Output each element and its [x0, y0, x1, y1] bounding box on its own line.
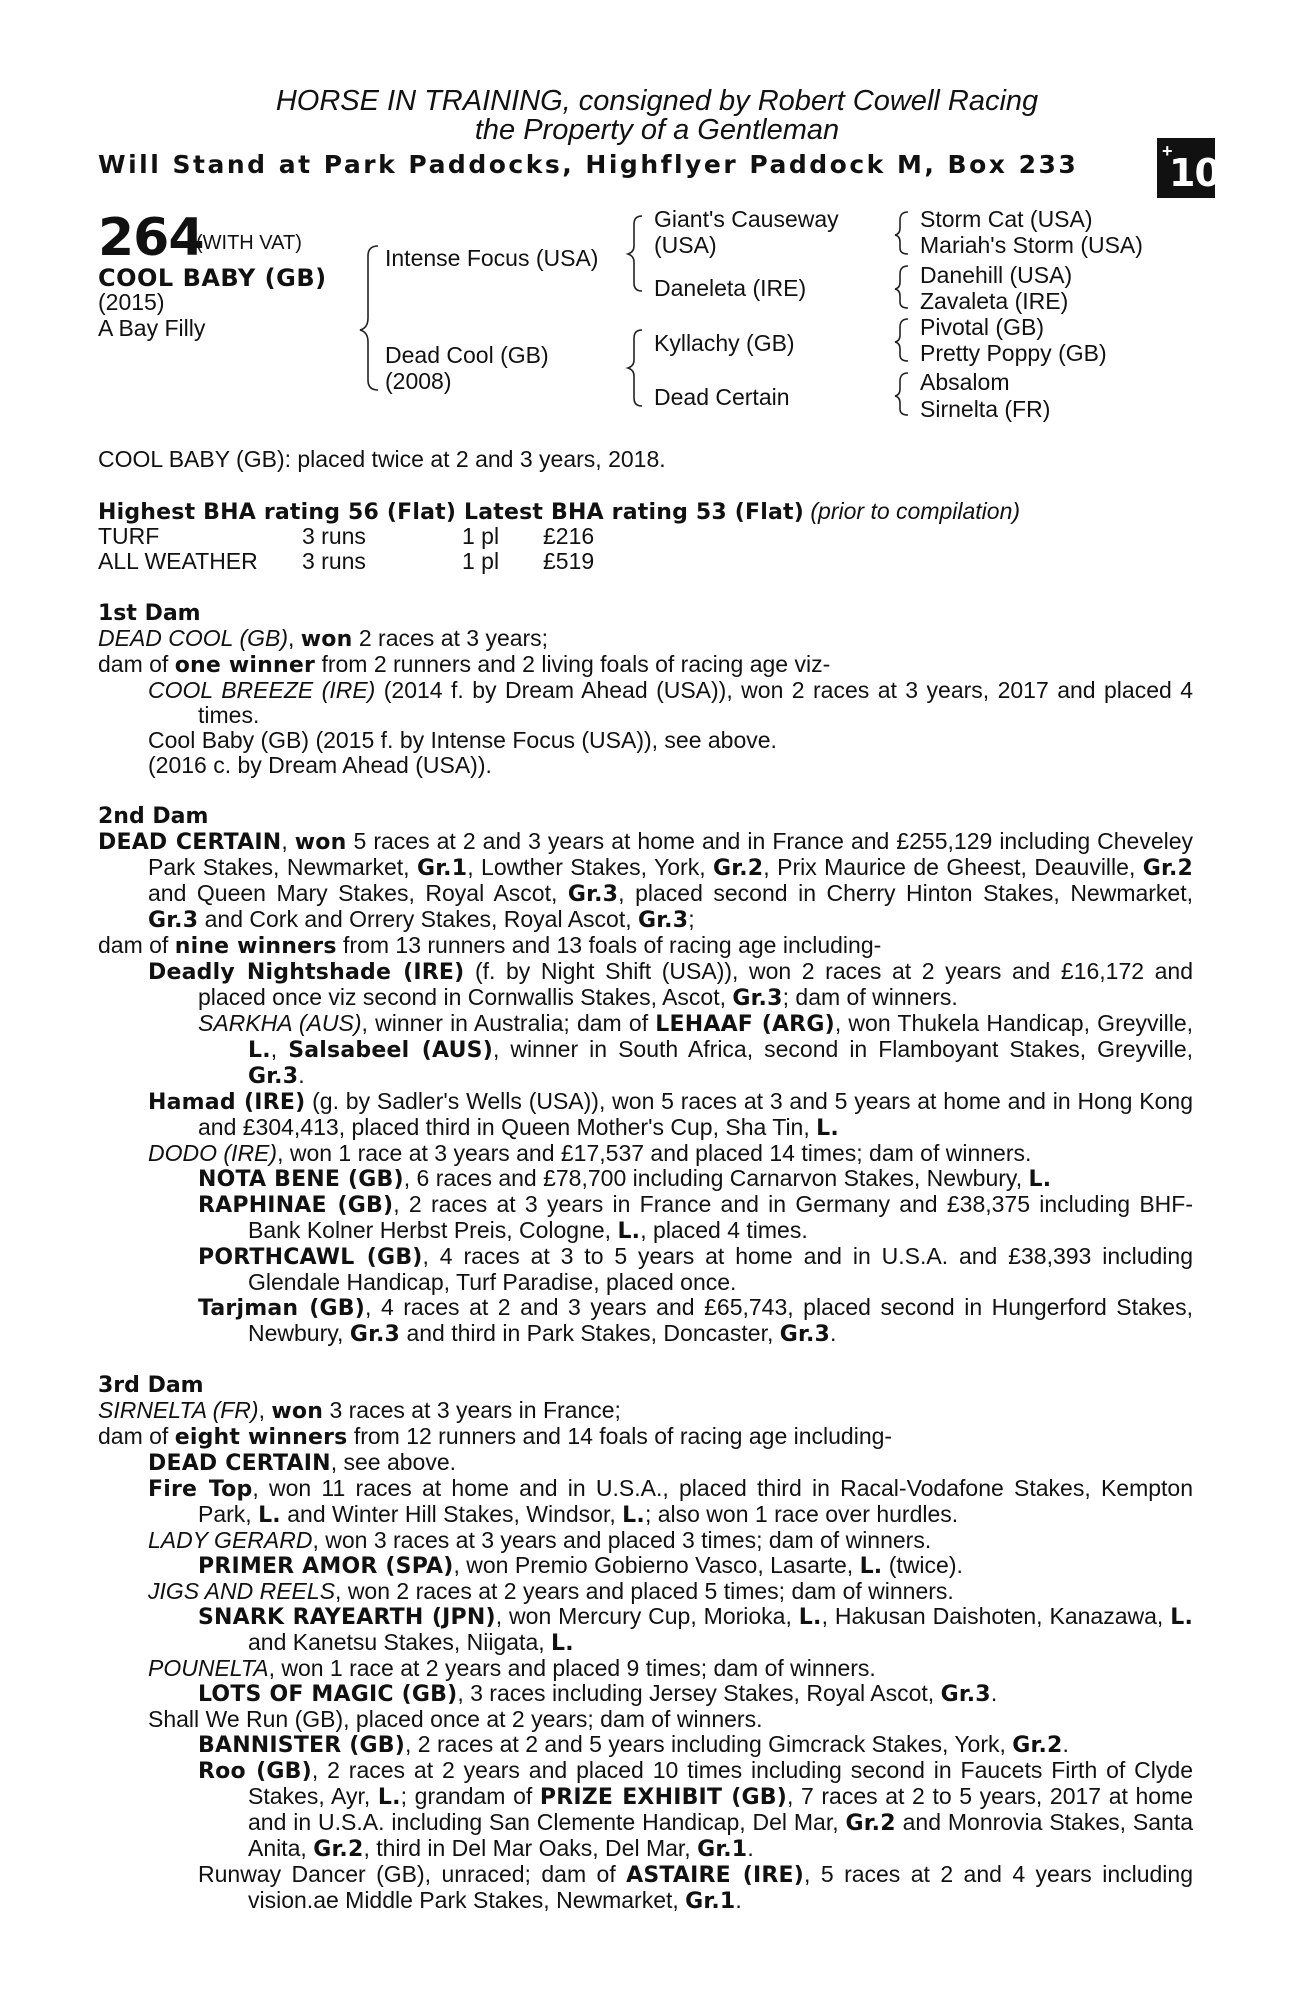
record-text: , Prix Maurice de Gheest, Deauville, — [763, 854, 1136, 880]
race-summary: COOL BABY (GB): placed twice at 2 and 3 years, 2018. — [98, 446, 666, 472]
ped-sds: Danehill (USA) — [920, 262, 1073, 288]
dam-of-label: dam of — [98, 1423, 169, 1449]
record-text: (twice). — [888, 1552, 963, 1578]
first-dam-heading: 1st Dam — [98, 601, 201, 626]
record-text: and Queen Mary Stakes, Royal Ascot, — [148, 880, 558, 906]
record-text: . — [735, 1887, 742, 1913]
winners-count: eight winners — [174, 1425, 348, 1450]
sire-sire: Giant's Causeway — [654, 206, 839, 232]
record-text: , won 1 race at 3 years and £17,537 and placed 14 times; dam of winners. — [277, 1140, 1032, 1166]
grade: Gr.1 — [416, 856, 468, 881]
grade: L. — [258, 1503, 281, 1528]
winners-count: nine winners — [174, 934, 337, 959]
sire-dam: Daneleta (IRE) — [654, 275, 807, 301]
offspring-name: DODO (IRE) — [148, 1140, 278, 1166]
record-text: . — [298, 1062, 305, 1088]
bha-ratings: Highest BHA rating 56 (Flat) Latest BHA rating 53 (Flat) — [98, 500, 804, 525]
won-label: won — [294, 830, 347, 855]
record-text: , 7 races at 2 to 5 years, 2017 at home and in U.S.A. including San Clemente Handicap, Del Mar, — [248, 1783, 1194, 1835]
grade: L. — [816, 1116, 839, 1141]
record-text: , 5 races at 2 and 4 years including vision.ae Middle Park Stakes, Newmarket, — [248, 1861, 1194, 1913]
aw-earnings: £519 — [543, 548, 595, 574]
dam-of-label: dam of — [98, 932, 169, 958]
offspring-name: Fire Top — [148, 1477, 253, 1502]
offspring-name: Hamad (IRE) — [148, 1090, 306, 1115]
third-dam-heading: 3rd Dam — [98, 1373, 204, 1398]
record-text: . — [747, 1835, 754, 1861]
turf-placed: 1 pl — [462, 523, 500, 549]
offspring-name: LOTS OF MAGIC (GB) — [198, 1682, 458, 1707]
offspring-name: Tarjman (GB) — [198, 1296, 365, 1321]
grade: L. — [1170, 1605, 1194, 1630]
record-text: 3 races at 3 years in France; — [329, 1397, 621, 1423]
second-dam-heading: 2nd Dam — [98, 804, 209, 829]
record-text: (g. by Sadler's Wells (USA)), won 5 races at 3 and 5 years at home and in Hong Kong and £304,413, placed third in Queen Mother's Cup, Sha Tin, — [198, 1088, 1193, 1140]
lot-number: 264 — [98, 208, 204, 268]
grade: Gr.1 — [697, 1837, 748, 1862]
first-dam-section: 1st Dam DEAD COOL (GB), won 2 races at 3 years; dam of one winner from 2 runners and 2 living foals of racing age viz- COOL BREEZE (IRE) (2014 f. by Dream Ahead (USA)), won 2 races at 3 years, 2017 and placed 4 times. Cool Baby (GB) (2015 f. by Intense Focus (USA)), see above. (2016 c. by Dream Ahead (USA)). 2nd Dam DEAD CERTAIN, won 5 races at 2 and 3 years at home and in France and £255,129 including Cheveley Park Stakes, Newmarket, Gr.1, Lowther Stakes, York, Gr.2, Prix Maurice de Gheest, Deauville, Gr.2 and Queen Mary Stakes, Royal Ascot, Gr.3, placed second in Cherry Hinton Stakes, Newmarket, Gr.3 and Cork and Orrery Stakes, Royal Ascot, Gr.3; dam of nine winners from 13 runners and 13 foals of racing age including- Deadly Nightshade (IRE) (f. by Night Shift (USA)), won 2 races at 2 years and £16,172 and placed once viz second in Cornwallis Stakes, Ascot, Gr.3; dam of winners. SARKHA (AUS), winner in Australia; dam of LEHAAF (ARG), won Thukela Handicap, Greyville, L., Salsabeel (AUS), winner in South Africa, second in Flamboyant Stakes, Greyville, Gr.3. Hamad (IRE) (g. by Sadler's Wells (USA)), won 5 races at 3 and 5 years at home and in Hong Kong and £304,413, placed third in Queen Mother's Cup, Sha Tin, L. DODO (IRE), won 1 race at 3 years and £17,537 and placed 14 times; dam of winners. NOTA BENE (GB), 6 races and £78,700 including Carnarvon Stakes, Newbury, L. RAPHINAE (GB), 2 races at 3 years in France and in Germany and £38,375 including BHF-Bank Kolner Herbst Preis, Cologne, L., placed 4 times. PORTHCAWL (GB), 4 races at 3 to 5 years at home and in U.S.A. and £38,393 including Glendale Handicap, Turf Paradise, placed once. Tarjman (GB), 4 races at 2 and 3 years and £65,743, placed second in Hungerford Stakes, Newbury, Gr.3 and third in Park Stakes, Doncaster, Gr.3. 3rd Dam SIRNELTA (FR), won 3 races at 3 years in France; dam of eight winners from 12 runners and 14 foals of racing age including- DEAD CERTAIN, see above. Fire Top, won 11 races at home and in U.S.A., placed third in Racal-Vodafone Stakes, Kempton Park, L. and Winter Hill Stakes, Windsor, L.; also won 1 race over hurdles. LADY GERARD, won 3 races at 3 years and placed 3 times; dam of winners. PRIMER AMOR (SPA), won Premio Gobierno Vasco, Lasarte, L. (twice). JIGS AND REELS, won 2 races at 2 years and placed 5 times; dam of winners. SNARK RAYEARTH (JPN), won Mercury Cup, Morioka, L., Hakusan Daishoten, Kanazawa, L. and Kanetsu Stakes, Niigata, L. POUNELTA, won 1 race at 2 years and placed 9 times; dam of winners. LOTS OF MAGIC (GB), 3 races including Jersey Stakes, Royal Ascot, Gr.3. Shall We Run (GB), placed once at 2 years; dam of winners. BANNISTER (GB), 2 races at 2 and 5 years including Gimcrack Stakes, York, Gr.2. Roo (GB), 2 races at 2 years and placed 10 times including second in Faucets Firth of Clyde Stakes, Ayr, L.; grandam of PRIZE EXHIBIT (GB), 7 races at 2 to 5 years, 2017 at home and in U.S.A. including San Clemente Handicap, Del Mar, Gr.2 and Monrovia Stakes, Santa Anita, Gr.2, third in Del Mar Oaks, Del Mar, Gr.1. Runway Dancer (GB), unraced; dam of ASTAIRE (IRE), 5 races at 2 and 4 years including vision.ae Middle Park Stakes, Newmarket, Gr.1. — [98, 601, 1194, 1914]
record-text: and Winter Hill Stakes, Windsor, — [287, 1501, 616, 1527]
sire: Intense Focus (USA) — [385, 245, 599, 271]
record-text: , 4 races at 2 and 3 years and £65,743, placed second in Hungerford Stakes, Newbury, — [248, 1294, 1193, 1346]
grade: L. — [798, 1605, 822, 1630]
ped-sdd: Zavaleta (IRE) — [920, 288, 1069, 314]
offspring-name: PORTHCAWL (GB) — [198, 1245, 423, 1270]
turf-label: TURF — [98, 523, 160, 549]
grade: L. — [248, 1038, 271, 1063]
runners-info: from 12 runners and 14 foals of racing age including- — [353, 1423, 893, 1449]
record-text: , see above. — [330, 1449, 456, 1475]
record-text: ; dam of winners. — [782, 984, 958, 1010]
consignor-line: HORSE IN TRAINING, consigned by Robert Cowell Racing — [275, 85, 1039, 117]
grade: Gr.3 — [732, 986, 783, 1011]
foaling-year: (2015) — [98, 289, 165, 315]
grade: Gr.2 — [313, 1837, 364, 1862]
offspring-name: Deadly Nightshade (IRE) — [148, 960, 465, 985]
grade: L. — [377, 1785, 401, 1810]
offspring-name: LEHAAF (ARG) — [655, 1012, 835, 1037]
offspring-line: Runway Dancer (GB), unraced; dam of — [198, 1861, 616, 1887]
grade: Gr.3 — [567, 882, 619, 907]
offspring-name: DEAD CERTAIN — [148, 1451, 331, 1476]
record-text: , won Thukela Handicap, Greyville, — [834, 1010, 1194, 1036]
ped-dsd: Pretty Poppy (GB) — [920, 340, 1107, 366]
dam-dam: Dead Certain — [654, 384, 790, 410]
grade: Gr.3 — [779, 1322, 831, 1347]
offspring-name: JIGS AND REELS — [148, 1578, 336, 1604]
record-text: ; grandam of — [400, 1783, 533, 1809]
grade: Gr.3 — [248, 1064, 299, 1089]
grade: Gr.3 — [349, 1322, 401, 1347]
record-text: , winner in South Africa, second in Flamboyant Stakes, Greyville, — [492, 1036, 1193, 1062]
sire-sire-country: (USA) — [654, 232, 717, 258]
second-dam-name: DEAD CERTAIN — [98, 830, 282, 855]
offspring-line: Cool Baby (GB) (2015 f. by Intense Focus (USA)), see above. — [148, 727, 777, 753]
ratings-line — [98, 499, 1020, 525]
ratings-note: (prior to compilation) — [810, 498, 1021, 524]
dam-year: (2008) — [385, 368, 452, 394]
won-label: won — [300, 627, 353, 652]
grade: L. — [622, 1503, 645, 1528]
runners-info: from 13 runners and 13 foals of racing age including- — [343, 932, 882, 958]
grade: Gr.2 — [845, 1811, 896, 1836]
grade: L. — [859, 1554, 883, 1579]
offspring-name: Roo (GB) — [198, 1759, 312, 1784]
winners-count: one winner — [174, 653, 316, 678]
turf-earnings: £216 — [543, 523, 595, 549]
aw-runs: 3 runs — [302, 548, 366, 574]
offspring-name: PRIMER AMOR (SPA) — [198, 1554, 454, 1579]
record-text: , won 3 races at 3 years and placed 3 times; dam of winners. — [312, 1527, 932, 1553]
third-dam-name: SIRNELTA (FR) — [98, 1397, 259, 1423]
vat-note: (WITH VAT) — [196, 232, 302, 254]
offspring-name: POUNELTA — [148, 1655, 269, 1681]
record-text: , 2 races at 2 years and placed 10 times including second in Faucets Firth of Clyde Stakes, Ayr, — [248, 1757, 1193, 1809]
badge-plus: + — [1162, 141, 1173, 161]
first-dam-name: DEAD COOL (GB) — [98, 625, 288, 651]
record-text: 5 races at 2 and 3 years at home and in France and £255,129 including Cheveley Park Stakes, Newmarket, — [148, 828, 1194, 880]
offspring-name: COOL BREEZE (IRE) — [148, 677, 376, 703]
record-text: , 2 races at 2 and 5 years including Gimcrack Stakes, York, — [405, 1731, 1006, 1757]
record-text: , 3 races including Jersey Stakes, Royal Ascot, — [457, 1680, 935, 1706]
offspring-name: Salsabeel (AUS) — [288, 1038, 493, 1063]
dam: Dead Cool (GB) — [385, 342, 549, 368]
record-text: and Cork and Orrery Stakes, Royal Ascot, — [204, 906, 632, 932]
runners-info: from 2 runners and 2 living foals of racing age viz- — [321, 651, 831, 677]
grade: Gr.3 — [638, 908, 689, 933]
offspring-name: SNARK RAYEARTH (JPN) — [198, 1605, 496, 1630]
offspring-line: Shall We Run (GB), placed once at 2 years; dam of winners. — [148, 1706, 763, 1732]
property-line: the Property of a Gentleman — [474, 114, 840, 146]
record-text: , won Premio Gobierno Vasco, Lasarte, — [453, 1552, 854, 1578]
offspring-name: PRIZE EXHIBIT (GB) — [539, 1785, 787, 1810]
dam-sire: Kyllachy (GB) — [654, 330, 795, 356]
record-text: and Monrovia Stakes, Santa Anita, — [248, 1809, 1194, 1861]
record-text: , — [270, 1036, 278, 1062]
record-text: ; also won 1 race over hurdles. — [644, 1501, 959, 1527]
record-text: , won 1 race at 2 years and placed 9 times; dam of winners. — [268, 1655, 876, 1681]
ped-dds: Absalom — [920, 369, 1010, 395]
grade: Gr.2 — [1142, 856, 1194, 881]
offspring-line: (2016 c. by Dream Ahead (USA)). — [148, 752, 492, 778]
offspring-name: RAPHINAE (GB) — [198, 1193, 394, 1218]
record-text: , placed 4 times. — [640, 1217, 808, 1243]
offspring-name: LADY GERARD — [148, 1527, 313, 1553]
won-label: won — [271, 1399, 324, 1424]
dam-of-label: dam of — [98, 651, 169, 677]
first-dam-record: 2 races at 3 years; — [358, 625, 549, 651]
record-text: , winner in Australia; dam of — [361, 1010, 649, 1036]
grade: L. — [617, 1219, 641, 1244]
record-text: . — [990, 1680, 998, 1706]
record-text: (f. by Night Shift (USA)), won 2 races at 2 years and £16,172 and placed once viz second in Cornwallis Stakes, Ascot, — [198, 958, 1194, 1010]
grade: Gr.2 — [713, 856, 764, 881]
offspring-name: BANNISTER (GB) — [198, 1733, 406, 1758]
ped-sss: Storm Cat (USA) — [920, 206, 1093, 232]
grade: Gr.3 — [148, 908, 199, 933]
record-text: , placed second in Cherry Hinton Stakes, Newmarket, — [618, 880, 1194, 906]
record-text: . — [1062, 1731, 1069, 1757]
grade: Gr.1 — [685, 1889, 736, 1914]
aw-label: ALL WEATHER — [98, 548, 258, 574]
badge-number: 10 — [1169, 151, 1220, 195]
aw-placed: 1 pl — [462, 548, 500, 574]
record-text: , Lowther Stakes, York, — [467, 854, 706, 880]
record-text: , third in Del Mar Oaks, Del Mar, — [363, 1835, 691, 1861]
ped-ssd: Mariah's Storm (USA) — [920, 232, 1143, 258]
record-text: , won Mercury Cup, Morioka, — [495, 1603, 792, 1629]
horse-description: A Bay Filly — [98, 315, 206, 341]
grade: Gr.2 — [1012, 1733, 1063, 1758]
turf-runs: 3 runs — [302, 523, 366, 549]
record-text: and third in Park Stakes, Doncaster, — [406, 1320, 774, 1346]
record-text: ; — [688, 906, 695, 932]
offspring-name: SARKHA (AUS) — [198, 1010, 362, 1036]
grade: L. — [1028, 1167, 1052, 1192]
record-text: and Kanetsu Stakes, Niigata, — [248, 1629, 545, 1655]
record-text: . — [830, 1320, 837, 1346]
offspring-name: NOTA BENE (GB) — [198, 1167, 404, 1192]
offspring-name: ASTAIRE (IRE) — [626, 1863, 805, 1888]
horse-name: COOL BABY (GB) — [98, 264, 327, 292]
record-text: , 4 races at 3 to 5 years at home and in U.S.A. and £38,393 including Glendale Handicap, Turf Paradise, placed once. — [248, 1243, 1194, 1295]
record-text: , won 11 races at home and in U.S.A., placed third in Racal-Vodafone Stakes, Kempton Park, — [198, 1475, 1194, 1527]
ped-dss: Pivotal (GB) — [920, 314, 1044, 340]
stand-location: Will Stand at Park Paddocks, Highflyer Paddock M, Box 233 — [98, 150, 1079, 179]
record-text: , Hakusan Daishoten, Kanazawa, — [821, 1603, 1164, 1629]
record-text: , 2 races at 3 years in France and in Germany and £38,375 including BHF-Bank Kolner Herbst Preis, Cologne, — [248, 1191, 1193, 1243]
ped-ddd: Sirnelta (FR) — [920, 396, 1051, 422]
grade: L. — [551, 1631, 574, 1656]
grade: Gr.3 — [940, 1682, 991, 1707]
record-text: , won 2 races at 2 years and placed 5 times; dam of winners. — [335, 1578, 954, 1604]
offspring-record: (2014 f. by Dream Ahead (USA)), won 2 races at 3 years, 2017 and placed 4 times. — [198, 677, 1194, 728]
record-text: , 6 races and £78,700 including Carnarvon Stakes, Newbury, — [403, 1165, 1023, 1191]
